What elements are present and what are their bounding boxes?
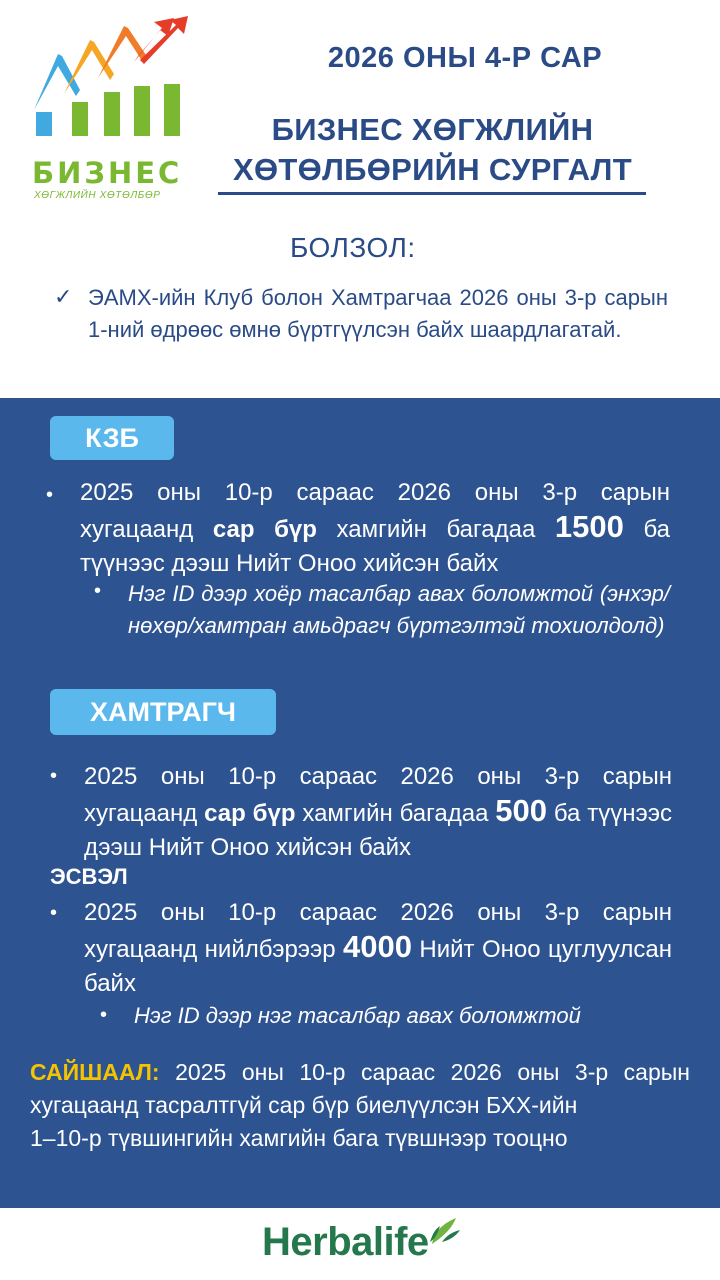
- bullet-icon: •: [46, 484, 54, 506]
- partner-badge: ХАМТРАГЧ: [50, 689, 276, 735]
- footer: [0, 1208, 720, 1280]
- kzb-req-post: ба түүнээс дээш Нийт Оноо хийсэн байх: [80, 516, 670, 577]
- kzb-req-mid: хамгийн багадаа: [316, 516, 555, 543]
- page-title: [205, 110, 660, 190]
- condition-heading: БОЛЗОЛ:: [290, 232, 416, 263]
- partner-req1-points: 500: [495, 793, 547, 828]
- kzb-requirement: [80, 476, 670, 581]
- bullet-icon: •: [50, 902, 58, 924]
- or-label: ЭСВЭЛ: [50, 864, 128, 889]
- bonus-label: САЙШААЛ:: [30, 1059, 160, 1085]
- month-title: 2026 ОНЫ 4-Р САР: [327, 42, 603, 74]
- page-title-line2: ХӨТӨЛБӨРИЙН СУРГАЛТ: [233, 152, 632, 187]
- bullet-icon: •: [50, 765, 58, 787]
- partner-requirement-1: [84, 760, 672, 865]
- bullet-icon: •: [94, 580, 102, 602]
- kzb-req-points: 1500: [554, 509, 624, 544]
- kzb-badge: КЗБ: [50, 416, 174, 460]
- header-section: [0, 0, 720, 398]
- page-title-line1: БИЗНЕС ХӨГЖЛИЙН: [271, 112, 594, 147]
- kzb-req-bold: сар бүр: [212, 516, 317, 543]
- checkmark-icon: ✓: [54, 284, 73, 309]
- kzb-note: Нэг ID дээр хоёр тасалбар авах боломжтой (энхэр/нөхөр/хамтран амьдрагч бүртгэлтэй тохиолдолд): [128, 581, 670, 638]
- bonus-text-line2: 1–10-р түвшингийн хамгийн бага түвшнээр тооцно: [30, 1125, 568, 1151]
- partner-requirement-2: [84, 896, 672, 1001]
- leaf-icon: [428, 1216, 462, 1246]
- requirements-section: [0, 398, 720, 1208]
- partner-req1-bold: сар бүр: [204, 800, 296, 827]
- partner-req1-mid: хамгийн багадаа: [295, 800, 496, 827]
- partner-req2-pre: 2025 оны 10-р сараас 2026 оны 3-р сарын хугацаанд нийлбэрээр: [84, 899, 672, 963]
- partner-req2-points: 4000: [343, 929, 413, 964]
- growth-chart-icon: [28, 14, 198, 154]
- bonus-text: 2025 оны 10-р сараас 2026 оны 3-р сарын хугацаанд тасралтгүй сар бүр биелүүлсэн БХХ-ийн: [30, 1059, 690, 1118]
- partner-req1-pre: 2025 оны 10-р сараас 2026 оны 3-р сарын хугацаанд: [84, 763, 672, 827]
- logo-subtitle: ХӨГЖЛИЙН ХӨТӨЛБӨР: [34, 190, 161, 201]
- condition-text: ЭАМХ-ийн Клуб болон Хамтрагчаа 2026 оны 3-р сарын 1-ний өдрөөс өмнө бүртгүүлсэн байх шаардлагатай.: [88, 285, 668, 342]
- kzb-req-pre: 2025 оны 10-р сараас 2026 оны 3-р сарын хугацаанд: [80, 479, 670, 543]
- business-program-logo: [28, 14, 198, 199]
- bullet-icon: •: [100, 1004, 108, 1026]
- bonus-note: [30, 1056, 690, 1155]
- title-divider: [218, 192, 646, 195]
- partner-note: Нэг ID дээр нэг тасалбар авах боломжтой: [134, 1003, 581, 1028]
- partner-req2-post: Нийт Оноо цуглуулсан байх: [84, 936, 673, 997]
- partner-req1-post: ба түүнээс дээш Нийт Оноо хийсэн байх: [84, 800, 672, 861]
- herbalife-logo: Herbalife: [262, 1220, 429, 1264]
- logo-wordmark: БИЗНЕС: [32, 156, 183, 190]
